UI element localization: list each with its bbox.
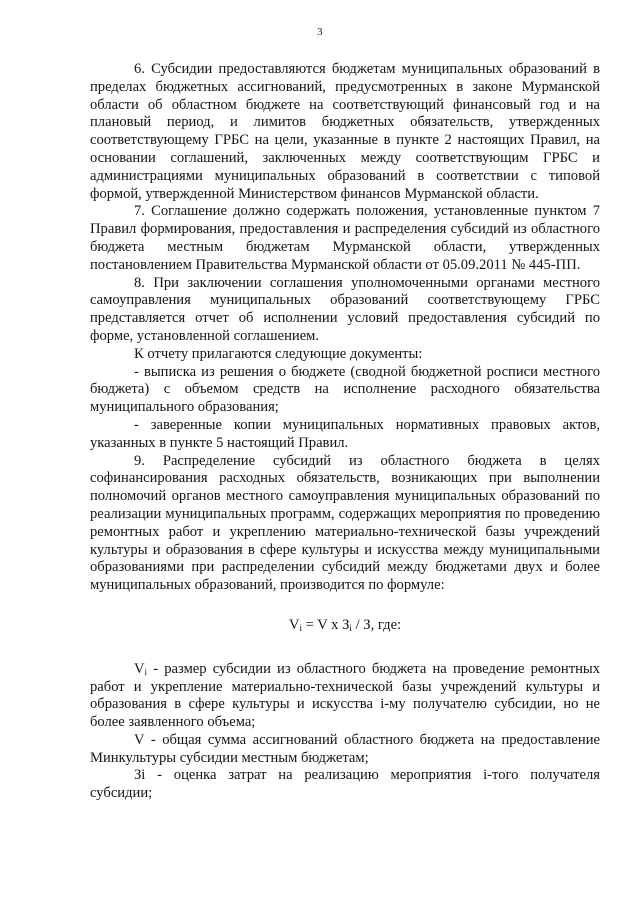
paragraph-7: 7. Соглашение должно содержать положения, установленные пунктом 7 Правил формирования, предоставления и распределения субсидий из областного бюджета местным бюджетам Мурманской области, утвержденных постановлением Правительства Мурманской области от 05.09.2011 № 445-ПП. [90,203,600,273]
formula-lhs: V [288,616,300,633]
formula-mid: = V x З [301,616,350,633]
paragraph-9: 9. Распределение субсидий из областного бюджета в целях софинансирования расходных обязательств, возникающих при выполнении полномочий органов местного самоуправления муниципальных образований по реализации муниципальных программ, содержащих мероприятия по проведению ремонтных работ и укреплению материально-технической базы учреждений культуры и образования в сфере культуры и искусства между муниципальными образованиями при распределении субсидий между бюджетами двух и более муниципальных образований, производится по формуле: [90,452,600,594]
definition-vi-sub: i [144,666,148,677]
definition-v [90,732,600,768]
page-number: 3 [317,26,323,38]
formula-rhs: / З, где: [351,616,402,633]
formula-lhs-sub: i [299,622,302,633]
paragraph-6: 6. Субсидии предоставляются бюджетам муниципальных образований в пределах бюджетных ассигнований, предусмотренных в законе Мурманской области об областном бюджете на соответствующий финансовый год и на плановый период, и лимитов бюджетных обязательств, утвержденных соответствующему ГРБС на цели, указанные в пункте 2 настоящих Правил, на основании соглашений, заключенных между соответствующим ГРБС и администрациями муниципальных образований в соответствии с типовой формой, утвержденной Министерством финансов Мурманской области. [90,61,600,202]
paragraph-8: 8. При заключении соглашения уполномоченными органами местного самоуправления муниципальных образований соответствующему ГРБС представляется отчет об исполнении условий предоставления субсидий по форме, установленной соглашением. [90,274,600,344]
definition-v-text: - общая сумма ассигнований областного бюджета на предоставление Минкультуры субсидии местным бюджетам; [90,731,600,766]
formula-mid-sub: i [349,622,352,633]
definition-zi-text: - оценка затрат на реализацию мероприятия i-того получателя субсидии; [90,767,600,802]
definition-zi-symbol: Зi [134,767,146,784]
attachment-item-2: - заверенные копии муниципальных нормативных правовых актов, указанных в пункте 5 настоящий Правил. [90,416,600,451]
document-body [90,61,600,803]
attachments-intro: К отчету прилагаются следующие документы: [134,345,423,362]
definition-v-symbol: V [134,731,145,748]
definition-vi [90,661,600,732]
definition-vi-text: - размер субсидии из областного бюджета на проведение ремонтных работ и укрепление материально-технической базы учреждений культуры и образования в сфере культуры и искусства i-му получателю субсидии, но не более заявленного объема; [90,660,600,731]
attachment-item-1: - выписка из решения о бюджете (сводной бюджетной росписи местного бюджета) с объемом средств на исполнение расходного обязательства муниципального образования; [90,363,600,416]
definition-zi [90,767,600,803]
subsidy-formula [90,617,600,635]
definition-vi-symbol: V [134,660,145,677]
